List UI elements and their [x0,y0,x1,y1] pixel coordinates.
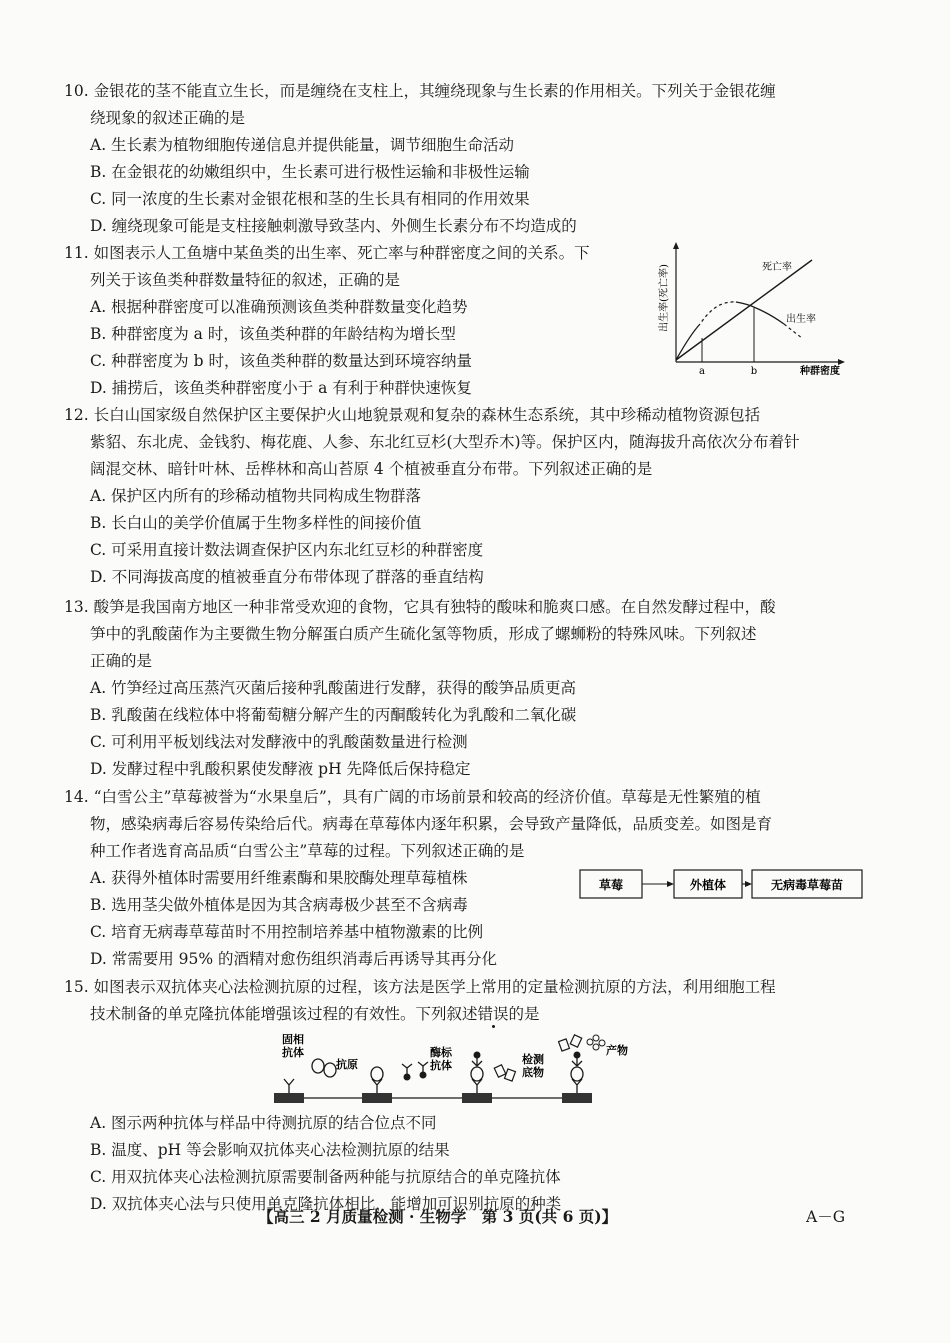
q13-option-a: A. 竹笋经过高压蒸汽灭菌后接种乳酸菌进行发酵，获得的酸笋品质更高 [90,679,577,697]
q10-option-c: C. 同一浓度的生长素对金银花根和茎的生长具有相同的作用效果 [90,190,530,208]
q10-option-b: B. 在金银花的幼嫩组织中，生长素可进行极性运输和非极性运输 [90,163,530,181]
q15-option-b: B. 温度、pH 等会影响双抗体夹心法检测抗原的结果 [90,1141,450,1159]
x-axis-arrow [838,359,845,365]
solid-phase-2 [362,1093,392,1103]
bound-enzyme-antibody-1-enzyme [474,1052,481,1059]
q13-option-b: B. 乳酸菌在线粒体中将葡萄糖分解产生的丙酮酸转化为乳酸和二氧化碳 [90,706,577,724]
product-dot-1 [587,1039,593,1045]
q14-option-d: D. 常需要用 95% 的酒精对愈伤组织消毒后再诱导其再分化 [90,950,498,968]
free-antigen-2 [324,1063,336,1077]
page-footer [0,1205,950,1229]
q10-stem-line2: 绕现象的叙述正确的是 [90,109,246,127]
q15-option-c: C. 用双抗体夹心法检测抗原需要制备两种能与抗原结合的单克隆抗体 [90,1168,561,1186]
q11-stem-line1: 11. 如图表示人工鱼塘中某鱼类的出生率、死亡率与种群密度之间的关系。下 [64,244,590,262]
product-dot-3 [599,1040,605,1046]
q15-emphasis-word-1: 错误 [477,1005,509,1023]
solid-phase-1 [274,1093,304,1103]
flow-label-virus-free: 无病毒草莓苗 [770,878,844,892]
q15-option-d: D. 双抗体夹心法与只使用单克隆抗体相比，能增加可识别抗原的种类 [90,1195,562,1213]
q15-stem-line2 [64,1001,864,1028]
q12-stem-line3: 阔混交林、暗针叶林、岳桦林和高山苔原 4 个植被垂直分布带。下列叙述正确的是 [90,460,653,478]
q14-option-a: A. 获得外植体时需要用纤维素酶和果胶酶处理草莓植株 [90,869,468,887]
free-enzyme-antibody-2-enzyme [420,1072,427,1079]
birth-rate-curve-dashed [784,324,802,338]
free-antigen-1 [312,1059,324,1073]
q10-option-a: A. 生长素为植物细胞传递信息并提供能量，调节细胞生命活动 [90,136,515,154]
q12-stem-line2: 紫貂、东北虎、金钱豹、梅花鹿、人参、东北红豆杉(大型乔木)等。保护区内，随海拔升高依次分布着针 [90,433,800,451]
birth-rate-label: 出生率 [786,314,816,325]
q15-stem-line2-pre: 技术制备的单克隆抗体能增强该过程的有效性。下列叙述 [90,1005,478,1023]
q11-option-d: D. 捕捞后，该鱼类种群密度小于 a 有利于种群快速恢复 [90,379,472,397]
label-fixed-antibody-1: 固相 [282,1033,304,1046]
q13-option-c: C. 可利用平板划线法对发酵液中的乳酸菌数量进行检测 [90,733,468,751]
bound-antigen-1 [371,1067,383,1081]
tick-a-label: a [699,366,705,377]
question-10 [64,78,864,240]
label-substrate-1: 检测 [522,1053,544,1066]
q14-option-c: C. 培育无病毒草莓苗时不用控制培养基中植物激素的比例 [90,923,484,941]
question-12 [64,402,864,591]
bound-antigen-3 [571,1067,583,1081]
q14-flow-diagram [578,866,868,902]
birth-rate-curve-mid [756,308,784,324]
y-axis-label: 出生率(死亡率) [659,264,670,332]
product-dot-2 [593,1035,599,1041]
q13-stem-line3: 正确的是 [90,652,153,670]
q11-option-b: B. 种群密度为 a 时，该鱼类种群的年龄结构为增长型 [90,325,456,343]
q13-stem-line2: 笋中的乳酸菌作为主要微生物分解蛋白质产生硫化氢等物质，形成了螺蛳粉的特殊风味。下列叙述 [90,625,757,643]
substrate-4 [570,1035,581,1047]
q15-sandwich-elisa-diagram [268,1030,668,1110]
label-antigen: 抗原 [336,1058,358,1071]
flow-label-strawberry: 草莓 [598,878,624,892]
label-fixed-antibody-2: 抗体 [282,1046,304,1059]
q14-stem-line2: 物，感染病毒后容易传染给后代。病毒在草莓体内逐年积累，会导致产量降低，品质变差。如图是育 [90,815,773,833]
solid-phase-3 [462,1093,492,1103]
death-rate-line [676,260,812,360]
q14-option-b: B. 选用茎尖做外植体是因为其含病毒极少甚至不含病毒 [90,896,468,914]
fixed-antibody-1 [284,1079,294,1093]
death-rate-label: 死亡率 [762,262,792,273]
substrate-1 [494,1065,505,1077]
q15-stem-line2-post: 的是 [508,1005,540,1023]
flow-label-explant: 外植体 [689,878,727,892]
flow-arrowhead-2 [745,881,752,887]
free-enzyme-antibody-1-enzyme [404,1074,411,1081]
q12-option-b: B. 长白山的美学价值属于生物多样性的间接价值 [90,514,422,532]
label-enzyme-antibody-1: 酶标 [430,1046,452,1059]
q14-stem-line1: 14. “白雪公主”草莓被誉为“水果皇后”，具有广阔的市场前景和较高的经济价值。草莓是无性繁殖的植 [64,788,761,806]
q10-option-d: D. 缠绕现象可能是支柱接触刺激导致茎内、外侧生长素分布不均造成的 [90,217,577,235]
question-11 [64,240,654,402]
bound-enzyme-antibody-2-enzyme [574,1052,581,1059]
product-dot-4 [593,1044,599,1050]
y-axis-arrow [673,242,679,249]
tick-b-label: b [750,366,758,377]
solid-phase-4 [562,1093,592,1103]
x-axis-label: 种群密度 [800,366,840,377]
footer-page-info: 【高三 2 月质量检测 · 生物学 第 3 页(共 6 页)】 [258,1207,618,1226]
label-product: 产物 [606,1044,628,1057]
q13-stem-line1: 13. 酸笋是我国南方地区一种非常受欢迎的食物，它具有独特的酸味和脆爽口感。在自然发酵过程中，酸 [64,598,776,616]
q11-option-a: A. 根据种群密度可以准确预测该鱼类种群数量变化趋势 [90,298,468,316]
q11-stem-line2: 列关于该鱼类种群数量特征的叙述，正确的是 [90,271,401,289]
flow-arrowhead-1 [667,881,674,887]
q12-option-d: D. 不同海拔高度的植被垂直分布带体现了群落的垂直结构 [90,568,484,586]
question-13 [64,594,864,783]
q15-stem-line1: 15. 如图表示双抗体夹心法检测抗原的过程，该方法是医学上常用的定量检测抗原的方法，利用细胞工程 [64,978,776,996]
q14-stem-line3: 种工作者选育高品质“白雪公主”草莓的过程。下列叙述正确的是 [90,842,525,860]
q12-option-c: C. 可采用直接计数法调查保护区内东北红豆杉的种群密度 [90,541,484,559]
footer-paper-code: A－G [806,1208,846,1226]
substrate-3 [559,1039,570,1051]
q11-option-c: C. 种群密度为 b 时，该鱼类种群的数量达到环境容纳量 [90,352,472,370]
q12-stem-line1: 12. 长白山国家级自然保护区主要保护火山地貌景观和复杂的森林生态系统，其中珍稀动植物资源包括 [64,406,761,424]
label-substrate-2: 底物 [522,1066,544,1079]
free-enzyme-antibody-1-y [402,1064,412,1074]
free-enzyme-antibody-2-y [418,1062,428,1072]
substrate-2 [505,1069,516,1081]
question-15 [64,974,864,1028]
q10-stem-line1: 10. 金银花的茎不能直立生长，而是缠绕在支柱上，其缠绕现象与生长素的作用相关。下列关于金银花缠 [64,82,776,100]
label-enzyme-antibody-2: 抗体 [430,1059,452,1072]
q13-option-d: D. 发酵过程中乳酸积累使发酵液 pH 先降低后保持稳定 [90,760,471,778]
q12-option-a: A. 保护区内所有的珍稀动植物共同构成生物群落 [90,487,422,505]
q11-density-chart [652,240,862,380]
q15-option-a: A. 图示两种抗体与样品中待测抗原的结合位点不同 [90,1114,437,1132]
question-15-options [64,1110,864,1218]
bound-antigen-2 [471,1067,483,1081]
